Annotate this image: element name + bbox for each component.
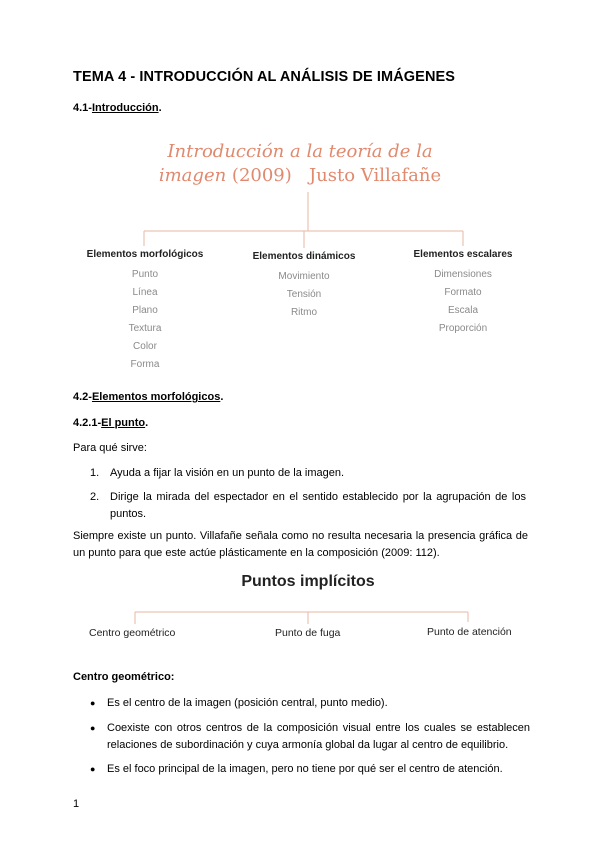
section-label: Elementos morfológicos [91,391,221,403]
column-item: Escala [447,305,478,316]
column-item: Forma [130,359,160,370]
centro-geometrico-heading: Centro geométrico: [73,671,175,683]
column-item: Ritmo [290,307,318,318]
page-number: 1 [73,798,80,810]
bullet-item [90,720,530,756]
bullet-text: Es el centro de la imagen (posición central, punto medio). [107,697,388,709]
section-dot: . [220,391,224,403]
diagram1-connectors [0,0,600,260]
column-escalares [398,249,528,338]
bullet-dot-icon: ● [90,723,96,733]
column-item: Dimensiones [434,269,492,280]
bullet-text: Es el foco principal de la imagen, pero no tiene por qué ser el centro de atención. [107,763,503,775]
label-centro-geometrico: Centro geométrico [89,627,176,639]
label-punto-de-atencion: Punto de atención [427,626,512,638]
column-item: Plano [132,305,158,316]
column-head: Elementos dinámicos [252,251,356,262]
ordered-number: 2. [90,491,100,503]
column-head: Elementos escalares [413,249,513,260]
section-number: 4.2- [73,391,92,403]
bullet-text: Coexiste con otros centros de la composición visual entre los cuales se establecen relaciones de subordinación y cuya armonía global da lugar al centro de equilibrio. [107,722,530,751]
label-punto-de-fuga: Punto de fuga [275,627,341,639]
section-number: 4.2.1- [73,417,102,429]
section-number: 4.1- [73,102,92,114]
diagram-title-year: (2009) [231,165,292,186]
section-dot: . [158,102,162,114]
bullet-dot-icon: ● [90,698,96,708]
diagram-title-author: Justo Villafañe [308,165,442,186]
puntos-implicitos-title: Puntos implícitos [241,573,375,590]
column-item: Punto [131,269,159,280]
ordered-item [90,465,530,485]
column-item: Formato [444,287,482,298]
bullet-item [90,761,530,781]
column-item: Proporción [438,323,488,334]
ordered-text: Dirige la mirada del espectador en el sentido establecido por la agrupación de los puntos. [110,491,526,520]
ordered-number: 1. [90,467,100,479]
para-que-sirve: Para qué sirve: [73,442,147,454]
column-dinamicos [238,251,370,322]
column-item: Movimiento [278,271,330,282]
diagram-title-line1: Introducción a la teoría de la [167,141,433,162]
column-morfologicos [72,249,218,374]
page-title: TEMA 4 - INTRODUCCIÓN AL ANÁLISIS DE IMÁGENES [73,69,456,85]
section-label: Introducción [91,102,159,114]
bullet-item [90,695,530,715]
column-item: Tensión [286,289,322,300]
diagram-title-imagen: imagen [158,165,227,186]
section-4-2-1-heading [73,417,148,429]
ordered-text: Ayuda a fijar la visión en un punto de la imagen. [110,467,345,479]
section-dot: . [145,417,149,429]
column-item: Textura [128,323,162,334]
paragraph: Siempre existe un punto. Villafañe señala como no resulta necesaria la presencia gráfica de un punto para que este actúe plásticamente en la composición (2009: 112). [73,530,528,559]
column-head: Elementos morfológicos [86,249,204,260]
ordered-item [90,489,530,525]
bullet-dot-icon: ● [90,764,96,774]
section-4-2-heading [73,391,223,403]
column-item: Color [133,341,157,352]
column-item: Línea [132,287,158,298]
section-label: El punto [101,417,146,429]
